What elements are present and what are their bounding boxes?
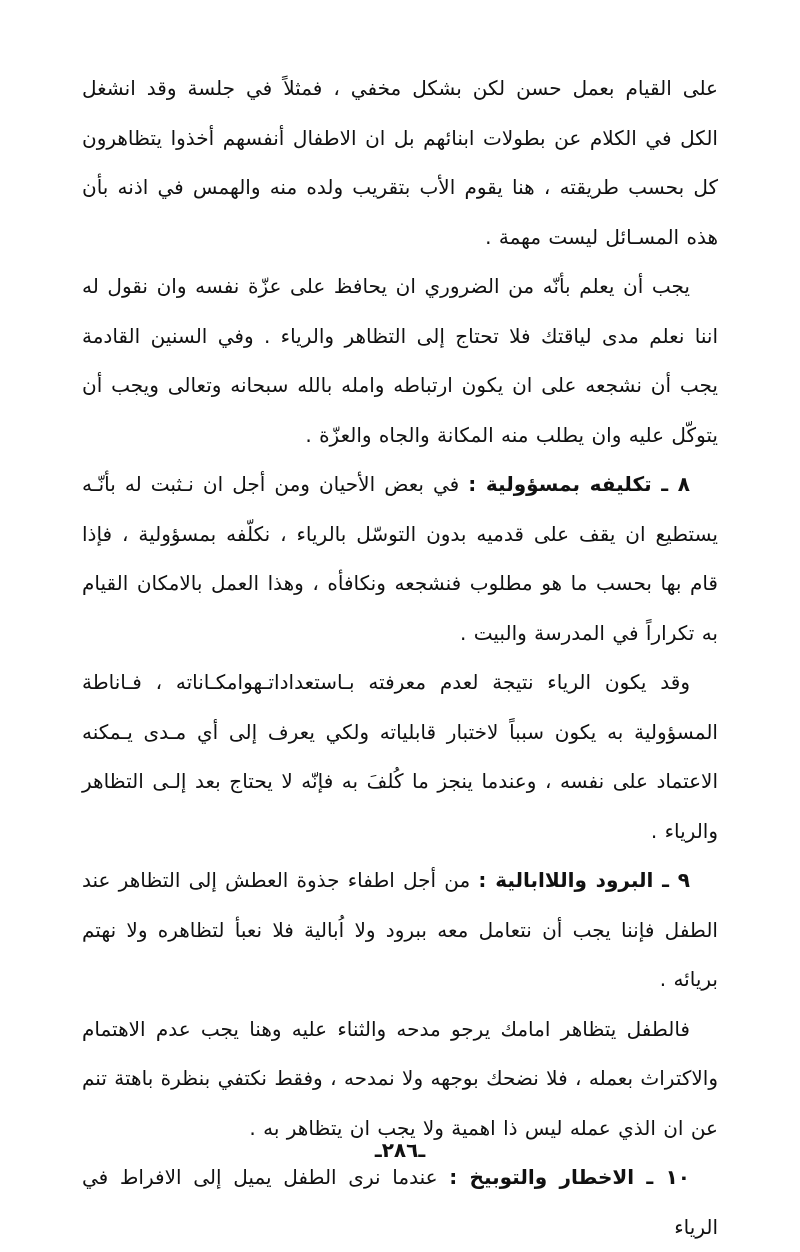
section-10-heading: ١٠ ـ الاخطار والتوبيخ : xyxy=(449,1165,690,1189)
paragraph-3-text: في بعض الأحيان ومن أجل ان نـثبت له بأنّـه يستطيع ان يقف على قدميه بدون التوسّل بالرياء ، نكلّفه بمسؤولية ، فإذا قام بها بحسب ما هو مطلوب فنشجعه ونكافأه ، وهذا العمل بالامكان القيام به تكراراً في المدرسة والبيت . xyxy=(82,472,718,645)
page-number: ـ٢٨٦ـ xyxy=(374,1138,426,1162)
paragraph-5-text: من أجل اطفاء جذوة العطش إلى التظاهر عند الطفل فإننا يجب أن نتعامل معه ببرود ولا اُبالية فلا نعبأ لتظاهره ولا نهتم بريائه . xyxy=(82,868,718,991)
paragraph-6-text: فالطفل يتظاهر امامك يرجو مدحه والثناء عليه وهنا يجب عدم الاهتمام والاكتراث بعمله ، فلا نضحك بوجهه ولا نمدحه ، وفقط نكتفي بنظرة باهتة تنم عن ان الذي عمله ليس ذا اهمية ولا يجب ان يتظاهر به . xyxy=(82,1016,718,1140)
paragraph-1 xyxy=(82,64,718,262)
paragraph-5 xyxy=(82,856,718,1005)
paragraph-7-text: عندما نرى الطفل يميل إلى الافراط في الرياء xyxy=(82,1165,718,1239)
paragraph-7 xyxy=(82,1153,718,1252)
section-8-heading: ٨ ـ تكليفه بمسؤولية : xyxy=(468,472,690,496)
paragraph-1-text: على القيام بعمل حسن لكن بشكل مخفي ، فمثلاً في جلسة وقد انشغل الكل في الكلام عن بطولات ابنائهم بل ان الاطفال أنفسهم أخذوا يتظاهرون كل بحسب طريقته ، هنا يقوم الأب بتقريب ولده منه والهمس في اذنه بأن هذه المسـائل ليست مهمة . xyxy=(82,76,718,249)
paragraph-2 xyxy=(82,262,718,460)
paragraph-3 xyxy=(82,460,718,658)
section-9-heading: ٩ ـ البرود واللاابالية : xyxy=(478,868,691,892)
paragraph-4-text: وقد يكون الرياء نتيجة لعدم معرفته بـاستعداداتـهوامكـاناته ، فـاناطة المسؤولية به يكون سبباً لاختبار قابلياته ولكي يعرف إلى أي مـدى يـمكنه الاعتماد على نفسه ، وعندما ينجز ما كُلفَ به فإنّه لا يحتاج بعد إلـى التظاهر والرياء . xyxy=(82,670,718,843)
paragraph-6 xyxy=(82,1005,718,1154)
paragraph-2-text: يجب أن يعلم بأنّه من الضروري ان يحافظ على عزّة نفسه وان نقول له اننا نعلم مدى لياقتك فلا تحتاج إلى التظاهر والرياء . وفي السنين القادمة يجب أن نشجعه على ان يكون ارتباطه وامله بالله سبحانه وتعالى ويجب أن يتوكّل عليه وان يطلب منه المكانة والجاه والعزّة . xyxy=(82,274,718,447)
paragraph-4 xyxy=(82,658,718,856)
